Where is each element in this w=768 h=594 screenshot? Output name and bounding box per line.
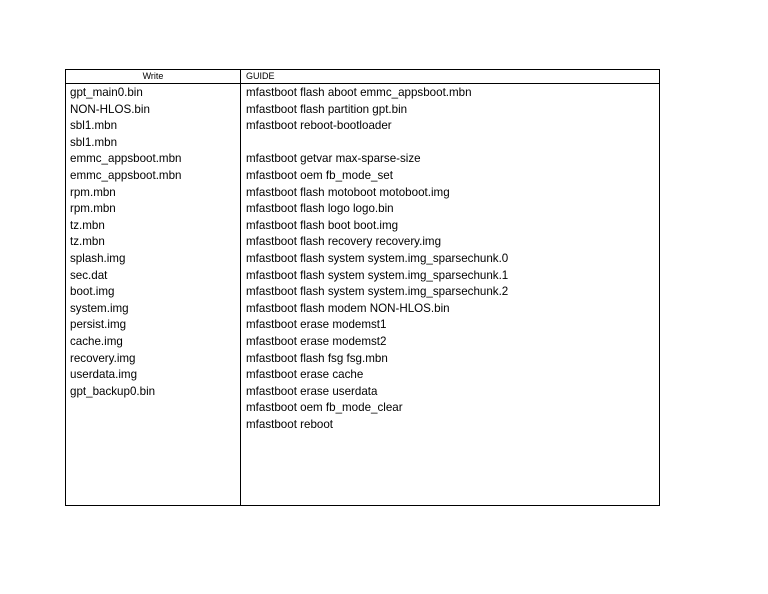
- guide-item: mfastboot erase cache: [246, 368, 364, 382]
- write-item: recovery.img: [70, 351, 136, 365]
- guide-item: mfastboot flash recovery recovery.img: [246, 235, 442, 249]
- write-item: emmc_appsboot.mbn: [70, 168, 182, 182]
- guide-item: mfastboot flash partition gpt.bin: [246, 102, 408, 116]
- write-item: rpm.mbn: [70, 185, 116, 199]
- guide-item: mfastboot flash system system.img_sparsechunk.1: [246, 268, 509, 282]
- write-column: [70, 85, 182, 400]
- write-item: emmc_appsboot.mbn: [70, 152, 182, 166]
- column-divider: [240, 70, 241, 505]
- table-header-row: [66, 70, 659, 84]
- write-item: gpt_main0.bin: [70, 86, 143, 99]
- guide-item: mfastboot reboot: [246, 417, 334, 431]
- guide-item: mfastboot flash system system.img_sparsechunk.2: [246, 285, 509, 299]
- write-item: sbl1.mbn: [70, 135, 118, 149]
- write-item: persist.img: [70, 318, 127, 332]
- write-item: sbl1.mbn: [70, 119, 118, 133]
- write-item: cache.img: [70, 334, 123, 348]
- flash-table: [65, 69, 660, 506]
- write-item: boot.img: [70, 285, 115, 299]
- guide-item: mfastboot oem fb_mode_set: [246, 168, 393, 182]
- write-item: NON-HLOS.bin: [70, 102, 150, 116]
- write-item: system.img: [70, 301, 129, 315]
- header-write: Write: [142, 71, 164, 81]
- guide-item: mfastboot erase modemst2: [246, 334, 387, 348]
- guide-item: mfastboot flash fsg fsg.mbn: [246, 351, 388, 365]
- write-item: gpt_backup0.bin: [70, 384, 156, 398]
- guide-item: mfastboot flash logo logo.bin: [246, 202, 394, 216]
- guide-item-blank: [246, 135, 508, 152]
- guide-item: mfastboot flash modem NON-HLOS.bin: [246, 301, 450, 315]
- guide-item: mfastboot flash aboot emmc_appsboot.mbn: [246, 86, 472, 99]
- guide-item: mfastboot reboot-bootloader: [246, 119, 392, 133]
- guide-item: mfastboot flash system system.img_sparsechunk.0: [246, 251, 509, 265]
- write-item: tz.mbn: [70, 235, 105, 249]
- write-item: sec.dat: [70, 268, 108, 282]
- write-item: splash.img: [70, 251, 126, 265]
- write-item: rpm.mbn: [70, 202, 116, 216]
- write-item: tz.mbn: [70, 218, 105, 232]
- guide-item: mfastboot flash motoboot motoboot.img: [246, 185, 450, 199]
- guide-item: mfastboot flash boot boot.img: [246, 218, 399, 232]
- guide-item: mfastboot getvar max-sparse-size: [246, 152, 421, 166]
- guide-item: mfastboot oem fb_mode_clear: [246, 401, 403, 415]
- guide-column: [246, 85, 508, 433]
- guide-item: mfastboot erase userdata: [246, 384, 378, 398]
- header-guide: GUIDE: [246, 71, 275, 81]
- guide-item: mfastboot erase modemst1: [246, 318, 387, 332]
- write-item: userdata.img: [70, 368, 138, 382]
